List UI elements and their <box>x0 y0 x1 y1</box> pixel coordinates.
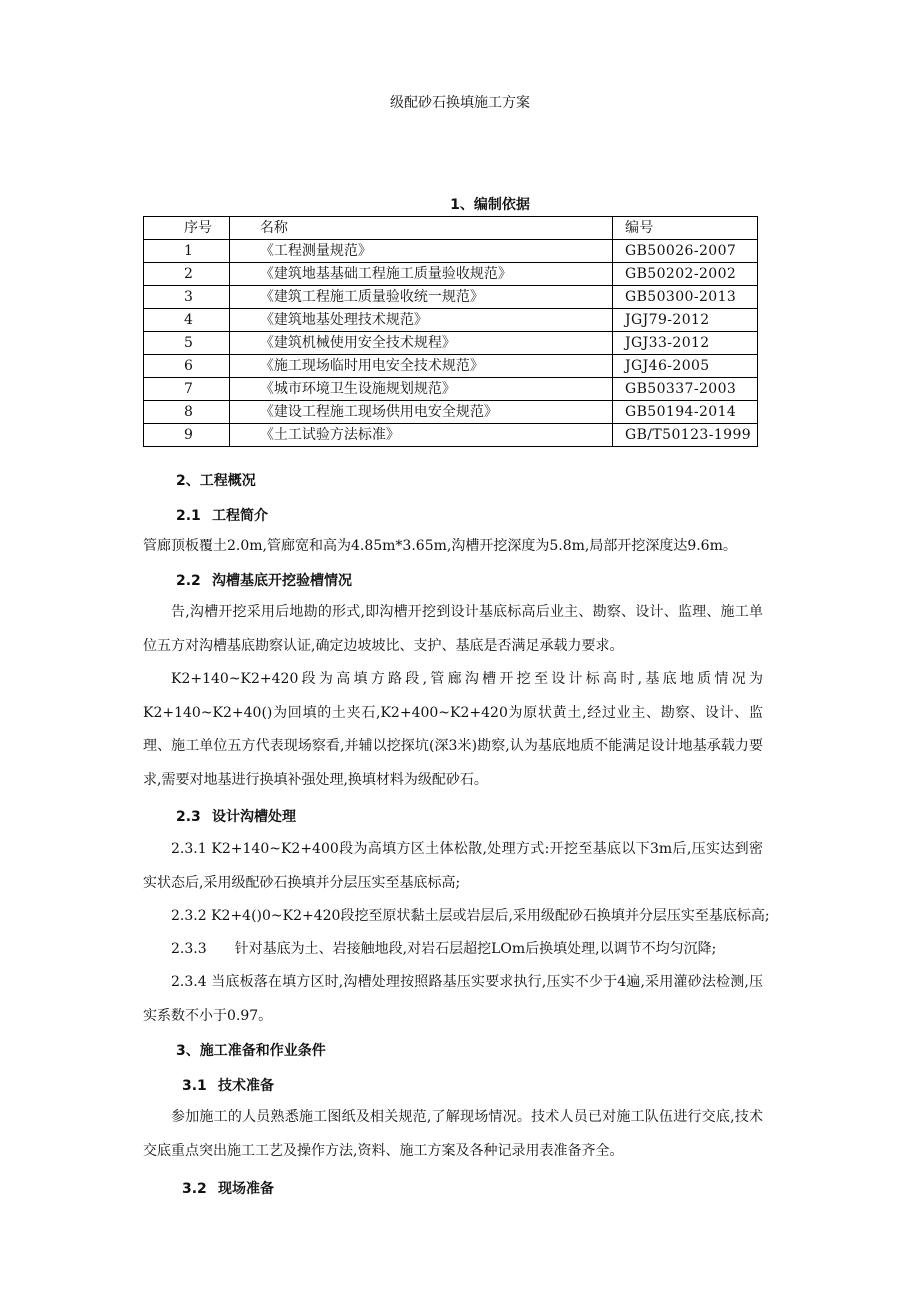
cell-serial: 6 <box>144 355 230 378</box>
table-row <box>144 240 758 263</box>
subsection-3-1-heading <box>182 1075 274 1095</box>
paragraph: 2.3.2 K2+4()0~K2+420段挖至原状黏土层或岩层后,采用级配砂石换填并分层压实至基底标高; <box>171 908 770 924</box>
cell-name: 《城市环境卫生设施规划规范》 <box>229 378 612 401</box>
cell-name: 《建筑地基处理技术规范》 <box>229 309 612 332</box>
table-row <box>144 332 758 355</box>
header-code: 编号 <box>613 217 758 240</box>
cell-name: 《土工试验方法标准》 <box>229 424 612 447</box>
cell-name: 《建设工程施工现场供用电安全规范》 <box>229 401 612 424</box>
table-row <box>144 286 758 309</box>
cell-code: GB50300-2013 <box>613 286 758 309</box>
table-row <box>144 355 758 378</box>
subsection-2-2-heading <box>176 570 352 590</box>
cell-code: JGJ79-2012 <box>613 309 758 332</box>
subsection-2-1-heading <box>176 505 268 525</box>
header-name: 名称 <box>229 217 612 240</box>
cell-name: 《建筑地基基础工程施工质量验收规范》 <box>229 263 612 286</box>
cell-serial: 5 <box>144 332 230 355</box>
subsection-number: 2.1 <box>176 508 201 524</box>
table-header-row <box>144 217 758 240</box>
cell-serial: 9 <box>144 424 230 447</box>
subsection-number: 3.2 <box>182 1181 207 1197</box>
cell-serial: 8 <box>144 401 230 424</box>
subsection-title: 设计沟槽处理 <box>212 809 296 825</box>
table-row <box>144 378 758 401</box>
cell-code: GB50337-2003 <box>613 378 758 401</box>
cell-code: JGJ46-2005 <box>613 355 758 378</box>
cell-name: 《工程测量规范》 <box>229 240 612 263</box>
section-3-heading: 3、施工准备和作业条件 <box>176 1043 326 1059</box>
paragraph: 2.3.3 针对基底为土、岩接触地段,对岩石层超挖LOm后换填处理,以调节不均匀沉降; <box>171 941 717 957</box>
subsection-3-2-heading <box>182 1178 274 1198</box>
table-row <box>144 309 758 332</box>
subsection-title: 工程简介 <box>212 508 268 524</box>
paragraph: 2.3.4 当底板落在填方区时,沟槽处理按照路基压实要求执行,压实不少于4遍,采用灌砂法检测,压实系数不小于0.97。 <box>143 974 763 1024</box>
paragraph: 参加施工的人员熟悉施工图纸及相关规范,了解现场情况。技术人员已对施工队伍进行交底,技术交底重点突出施工工艺及操作方法,资料、施工方案及各种记录用表准备齐全。 <box>143 1109 763 1159</box>
cell-serial: 2 <box>144 263 230 286</box>
subsection-title: 现场准备 <box>218 1181 274 1197</box>
subsection-title: 技术准备 <box>218 1078 274 1094</box>
table-row <box>144 424 758 447</box>
table-row <box>144 263 758 286</box>
cell-code: JGJ33-2012 <box>613 332 758 355</box>
cell-code: GB50194-2014 <box>613 401 758 424</box>
basis-table <box>143 216 758 447</box>
paragraph: 2.3.1 K2+140~K2+400段为高填方区土体松散,处理方式:开挖至基底以下3m后,压实达到密实状态后,采用级配砂石换填并分层压实至基底标高; <box>143 841 763 891</box>
cell-serial: 4 <box>144 309 230 332</box>
cell-name: 《施工现场临时用电安全技术规范》 <box>229 355 612 378</box>
cell-serial: 7 <box>144 378 230 401</box>
cell-serial: 3 <box>144 286 230 309</box>
paragraph: 管廊顶板覆土2.0m,管廊宽和高为4.85m*3.65m,沟槽开挖深度为5.8m,局部开挖深度达9.6m。 <box>143 538 737 554</box>
cell-name: 《建筑机械使用安全技术规程》 <box>229 332 612 355</box>
cell-name: 《建筑工程施工质量验收统一规范》 <box>229 286 612 309</box>
section-1-heading: 1、编制依据 <box>450 197 530 213</box>
header-serial: 序号 <box>144 217 230 240</box>
section-2-heading: 2、工程概况 <box>176 473 256 489</box>
subsection-number: 2.3 <box>176 809 201 825</box>
document-title: 级配砂石换填施工方案 <box>390 95 530 111</box>
table-row <box>144 401 758 424</box>
cell-serial: 1 <box>144 240 230 263</box>
cell-code: GB/T50123-1999 <box>613 424 758 447</box>
subsection-number: 2.2 <box>176 573 201 589</box>
cell-code: GB50202-2002 <box>613 263 758 286</box>
cell-code: GB50026-2007 <box>613 240 758 263</box>
subsection-title: 沟槽基底开挖验槽情况 <box>212 573 352 589</box>
subsection-number: 3.1 <box>182 1078 207 1094</box>
paragraph: K2+140~K2+420段为高填方路段,管廊沟槽开挖至设计标高时,基底地质情况为K2+140~K2+40()为回填的土夹石,K2+400~K2+420为原状黄土,经过业主、勘察、设计、监理、施工单位五方代表现场察看,并辅以挖探坑(深3米)勘察,认为基底地质不能满足设计地基承载力要求,需要对地基进行换填补强处理,换填材料为级配砂石。 <box>143 671 763 788</box>
subsection-2-3-heading <box>176 806 296 826</box>
paragraph: 告,沟槽开挖采用后地勘的形式,即沟槽开挖到设计基底标高后业主、勘察、设计、监理、施工单位五方对沟槽基底勘察认证,确定边坡坡比、支护、基底是否满足承载力要求。 <box>143 604 763 654</box>
